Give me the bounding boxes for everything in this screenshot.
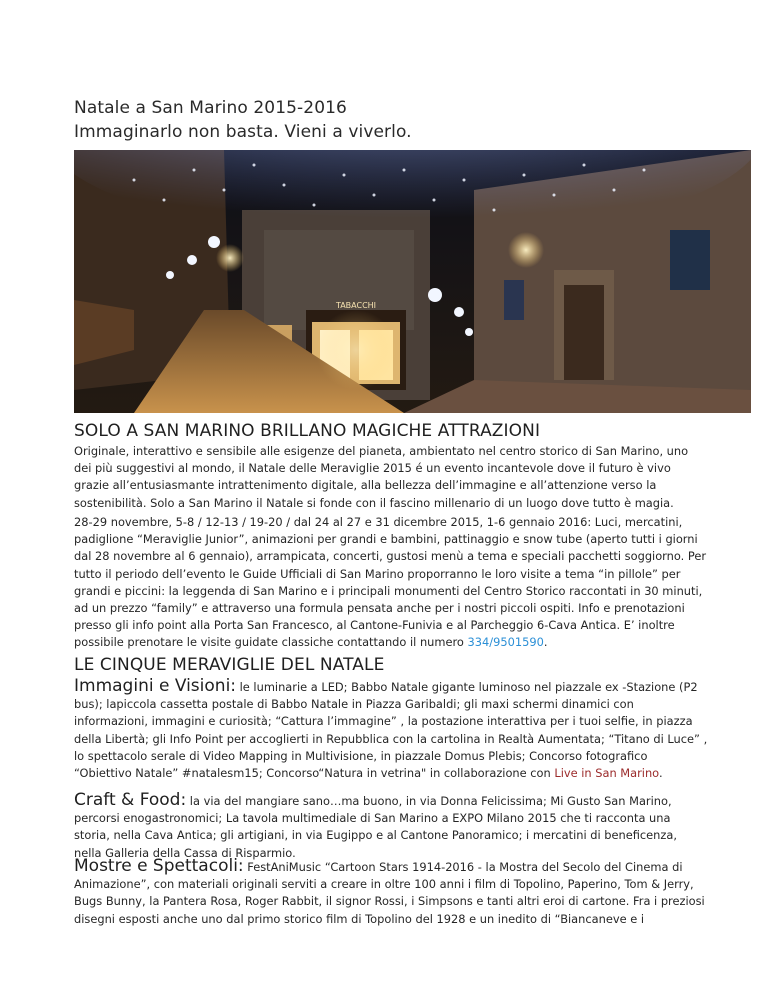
subheading-craft-food: Craft & Food:	[74, 790, 187, 810]
paragraph-intro: Originale, interattivo e sensibile alle esigenze del pianeta, ambientato nel centro storico di San Marino, uno dei più suggestivi al mondo, il Natale delle Meraviglie 2015 é un evento incantevole dove il futuro è vivo grazie all’entusiasmante intrattenimento digitale, alla bellezza dell’immagine e all’attenzione verso la sostenibilità. Solo a San Marino il Natale si fonde con il fascino millenario di un luogo dove tutto è magia.	[74, 444, 689, 510]
craft-food-text: la via del mangiare sano…ma buono, in via Donna Felicissima; Mi Gusto San Marino, percorsi enogastronomici; La tavola multimediale di San Marino a EXPO Milano 2015 che ti racconta una storia, nella Cava Antica; gli artigiani, in via Eugippo e al Cantone Panoramico; i mercatini di beneficenza, nella Galleria della Cassa di Risparmio.	[74, 794, 677, 860]
title-line-1: Natale a San Marino 2015-2016	[74, 98, 347, 118]
paragraph-craft-food	[74, 792, 708, 862]
paragraph-dates	[74, 514, 708, 652]
paragraph-immagini-visioni	[74, 678, 708, 782]
phone-link[interactable]: 334/9501590	[467, 635, 544, 650]
dates-text-end: .	[543, 635, 548, 650]
section-heading-cinque-meraviglie: LE CINQUE MERAVIGLIE DEL NATALE	[74, 655, 385, 675]
immagini-visioni-text: le luminarie a LED; Babbo Natale gigante luminoso nel piazzale ex -Stazione (P2 bus); lapiccola cassetta postale di Babbo Natale in Piazza Garibaldi; gli maxi schermi dinamici con informazioni, immagini e curiosità; “Cattura l’immagine” , la postazione interattiva per i tuoi selfie, in piazza della Libertà; gli Info Point per accoglierti in Repubblica con la cartolina in Realtà Aumentata; “Titano di Luce” , lo spettacolo serale di Video Mapping in Multivisione, in piazzale Domus Plebis; Concorso fotografico “Obiettivo Natale” #natalesm15; Concorso“Natura in vetrina" in collaborazione con	[74, 680, 708, 781]
live-in-san-marino-link[interactable]: Live in San Marino	[554, 766, 659, 781]
page-title	[74, 96, 412, 144]
title-line-2: Immaginarlo non basta. Vieni a viverlo.	[74, 122, 412, 142]
mostre-spettacoli-text: FestAniMusic “Cartoon Stars 1914-2016 - la Mostra del Secolo del Cinema di Animazione”, con materiali originali serviti a creare in oltre 100 anni i film di Topolino, Paperino, Tom & Jerry, Bugs Bunny, la Pantera Rosa, Roger Rabbit, il signor Rossi, i Simpsons e tanti altri eroi di cartone. Fra i preziosi disegni esposti anche uno dal primo storico film di Topolino del 1928 e un inedito di “Biancaneve e i	[74, 860, 705, 926]
hero-photo-san-marino-christmas-lights	[74, 150, 751, 413]
subheading-mostre-spettacoli: Mostre e Spettacoli:	[74, 856, 244, 876]
dates-text: 28-29 novembre, 5-8 / 12-13 / 19-20 / dal 24 al 27 e 31 dicembre 2015, 1-6 gennaio 2016: Luci, mercatini, padiglione “Meraviglie Junior”, animazioni per grandi e bambini, pattinaggio e snow tube (aperto tutti i giorni dal 28 novembre al 6 gennaio), arrampicata, concerti, gustosi menù a tema e speciali pacchetti soggiorno. Per tutto il periodo dell’evento le Guide Ufficiali di San Marino proporranno le loro visite a tema “in pillole” per grandi e piccini: la leggenda di San Marino e i principali monumenti del Centro Storico raccontati in 30 minuti, ad un prezzo “family” e attraverso una formula pensata anche per i nostri piccoli ospiti. Info e prenotazioni presso gli info point alla Porta San Francesco, al Cantone-Funivia e al Parcheggio 6-Cava Antica. E’ inoltre possibile prenotare le visite guidate classiche contattando il numero	[74, 515, 707, 650]
paragraph-mostre-spettacoli	[74, 858, 708, 928]
immagini-visioni-end: .	[658, 766, 663, 781]
section-heading-attrazioni: SOLO A SAN MARINO BRILLANO MAGICHE ATTRAZIONI	[74, 421, 541, 441]
tabacchi-sign: TABACCHI	[335, 301, 377, 310]
subheading-immagini-visioni: Immagini e Visioni:	[74, 676, 237, 696]
